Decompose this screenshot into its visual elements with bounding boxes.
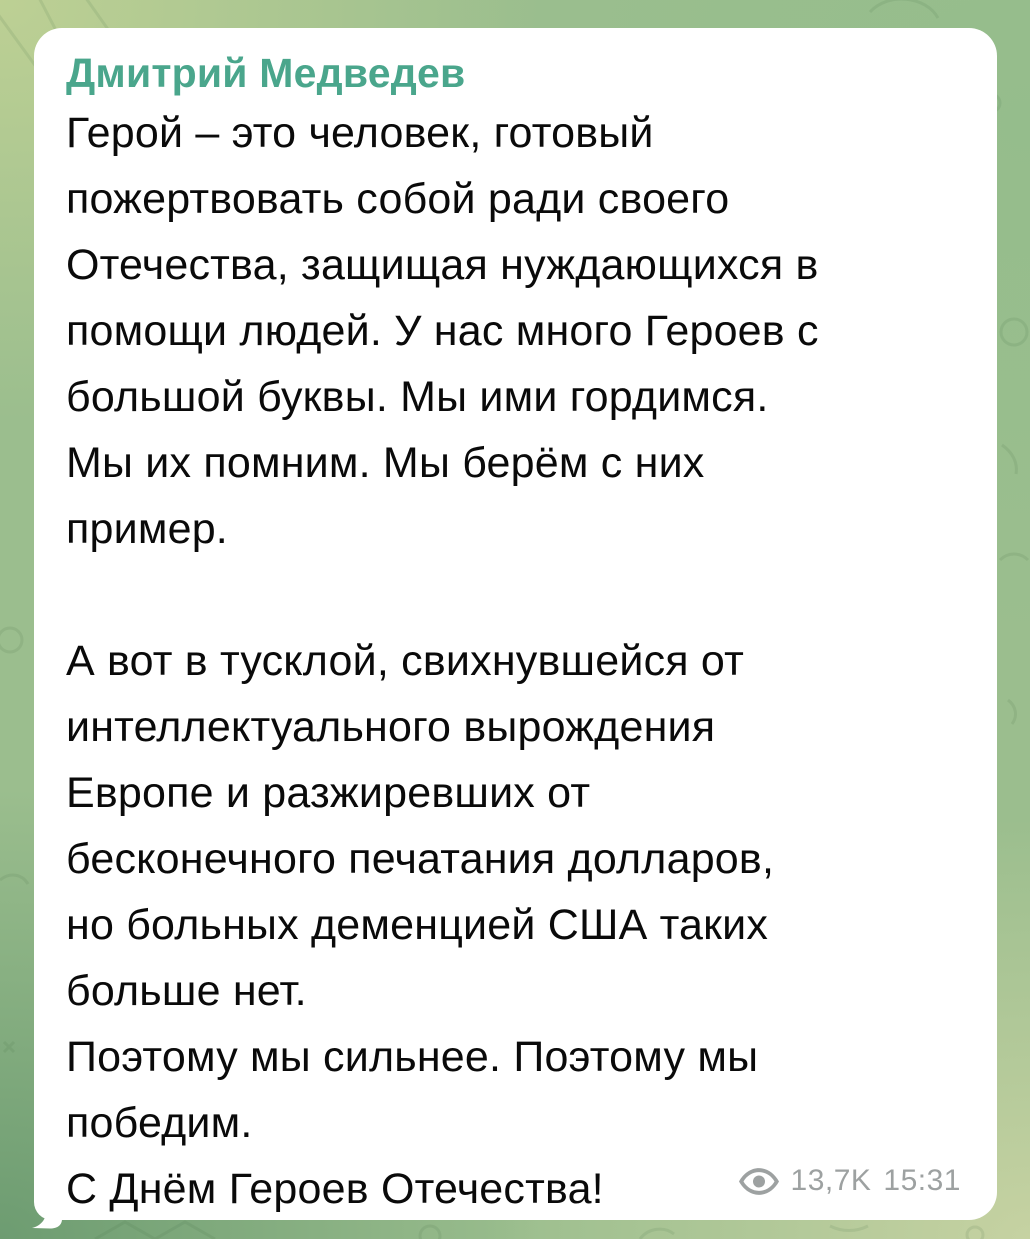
message-line: Герой – это человек, готовый xyxy=(66,109,654,157)
message-line: Мы их помним. Мы берём с них xyxy=(66,439,705,487)
eye-views-icon xyxy=(739,1168,779,1195)
message-line: Отечества, защищая нуждающихся в xyxy=(66,241,819,289)
message-line: больше нет. xyxy=(66,967,307,1015)
message-line: пример. xyxy=(66,505,228,553)
message-bubble-tail xyxy=(32,1199,62,1229)
message-line: победим. xyxy=(66,1099,253,1147)
message-meta xyxy=(739,1166,961,1196)
message-line: пожертвовать собой ради своего xyxy=(66,175,730,223)
message-line: интеллектуального вырождения xyxy=(66,703,716,751)
message-line: С Днём Героев Отечества! xyxy=(66,1165,604,1213)
message-line xyxy=(66,562,967,628)
message-text xyxy=(66,100,967,1222)
message-bubble[interactable] xyxy=(34,28,997,1220)
message-line: большой буквы. Мы ими гордимся. xyxy=(66,373,769,421)
views-count: 13,7K xyxy=(790,1164,872,1197)
message-line: но больных деменцией США таких xyxy=(66,901,769,949)
message-time: 15:31 xyxy=(883,1164,961,1197)
sender-name[interactable]: Дмитрий Медведев xyxy=(66,50,466,96)
message-line: Европе и разжиревших от xyxy=(66,769,591,817)
message-line: бесконечного печатания долларов, xyxy=(66,835,775,883)
message-line: помощи людей. У нас много Героев с xyxy=(66,307,819,355)
message-line: Поэтому мы сильнее. Поэтому мы xyxy=(66,1033,759,1081)
message-line: А вот в тусклой, свихнувшейся от xyxy=(66,637,744,685)
